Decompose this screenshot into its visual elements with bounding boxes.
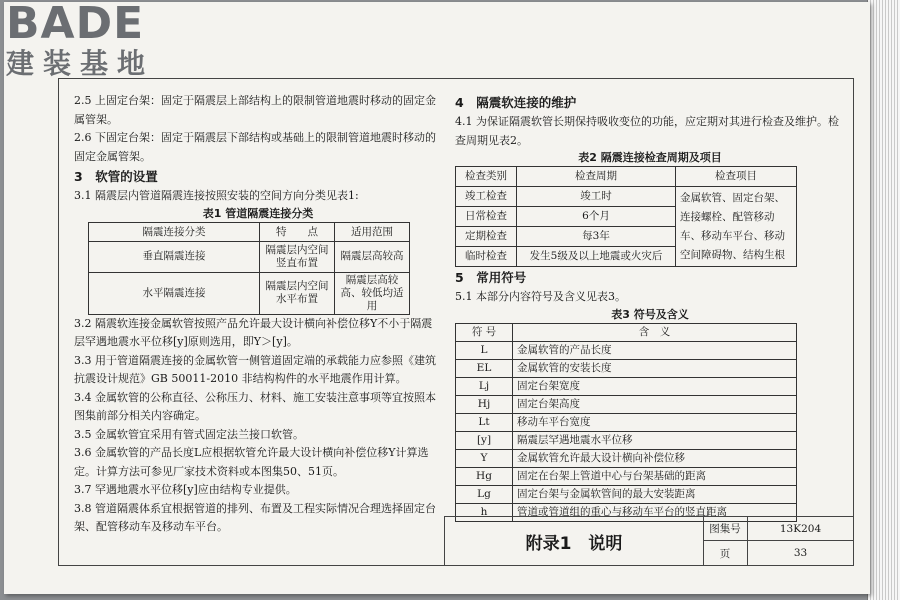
table3-header: 符 号 [456, 323, 513, 341]
symbol-cell: [y] [456, 431, 513, 449]
table1-cell: 隔震层高较高 [335, 241, 410, 272]
clause-3-5: 3.5 金属软管宜采用有管式固定法兰接口软管。 [74, 427, 304, 441]
symbol-cell: Lj [456, 377, 513, 395]
meaning-cell: 金属软管的产品长度 [513, 341, 797, 359]
clause-4-1: 4.1 为保证隔震软管长期保持吸收变位的功能，应定期对其进行检查及维护。检查周期见表2。 [455, 115, 839, 147]
page-number: 33 [793, 547, 808, 559]
table1-cell: 隔震层内空间水平布置 [260, 272, 335, 314]
table2-items: 金属软管、固定台架、连接螺栓、配管移动车、移动车平台、移动空间障碍物、结构生根 [676, 187, 797, 267]
table2-cell: 6个月 [517, 207, 676, 227]
section-5-heading: 5 常用符号 [455, 270, 527, 285]
meaning-cell: 固定在台架上管道中心与台架基础的距离 [513, 467, 797, 485]
table1-cell: 隔震层内空间竖直布置 [260, 241, 335, 272]
table-row [89, 272, 410, 314]
clause-3-3: 3.3 用于管道隔震连接的金属软管一侧管道固定端的承载能力应参照《建筑抗震设计规范》GB 50011-2010 非结构构件的水平地震作用计算。 [74, 353, 436, 385]
meaning-cell: 固定台架与金属软管间的最大安装距离 [513, 485, 797, 503]
table1-header: 特 点 [260, 222, 335, 241]
table-row [456, 485, 797, 503]
table2-title: 表2 隔震连接检查周期及项目 [578, 151, 722, 164]
watermark-logo [6, 2, 154, 80]
atlas-number: 13K204 [748, 517, 853, 541]
logo-brand: BADE [6, 0, 145, 49]
table-row [456, 359, 797, 377]
left-column [74, 92, 442, 537]
meaning-cell: 金属软管允许最大设计横向补偿位移 [513, 449, 797, 467]
table2-cell: 定期检查 [456, 227, 517, 247]
table-row [456, 467, 797, 485]
table1-header: 隔震连接分类 [89, 222, 260, 241]
symbol-cell: h [456, 503, 513, 521]
table-row [456, 431, 797, 449]
table1-title: 表1 管道隔震连接分类 [202, 206, 314, 220]
table1-cell: 水平隔震连接 [89, 272, 260, 314]
table3 [455, 323, 797, 522]
meaning-cell: 固定台架宽度 [513, 377, 797, 395]
table-row [456, 413, 797, 431]
table2-cell: 临时检查 [456, 247, 517, 267]
table2-header: 检查项目 [676, 167, 797, 187]
table-row [456, 341, 797, 359]
table1-cell: 垂直隔震连接 [89, 241, 260, 272]
table2-cell: 日常检查 [456, 207, 517, 227]
title-block [444, 516, 853, 565]
meaning-cell: 金属软管的安装长度 [513, 359, 797, 377]
clause-3-1: 3.1 隔震层内管道隔震连接按照安装的空间方向分类见表1: [74, 189, 359, 202]
clause-3-7: 3.7 罕遇地震水平位移[y]应由结构专业提供。 [74, 483, 297, 496]
symbol-cell: Y [456, 449, 513, 467]
symbol-cell: EL [456, 359, 513, 377]
symbol-cell: Hg [456, 467, 513, 485]
clause-2-5: 2.5 上固定台架：固定于隔震层上部结构上的限制管道地震时移动的固定金属管架。 [74, 94, 436, 126]
table2 [455, 166, 797, 267]
table2-cell: 发生5级及以上地震或火灾后 [517, 247, 676, 267]
section-3-heading: 3 软管的设置 [74, 169, 158, 184]
meaning-cell: 固定台架高度 [513, 395, 797, 413]
meaning-cell: 移动车平台宽度 [513, 413, 797, 431]
clause-3-8: 3.8 管道隔震体系宜根据管道的排列、布置及工程实际情况合理选择固定台架、配管移动车及移动车平台。 [74, 501, 436, 533]
clause-3-6: 3.6 金属软管的产品长度L应根据软管允许最大设计横向补偿位移Y计算选定。计算方法可参见厂家技术资料或本图集50、51页。 [74, 446, 429, 478]
clause-2-6: 2.6 下固定台架：固定于隔震层下部结构或基础上的限制管道地震时移动的固定金属管架。 [74, 131, 436, 163]
table-row [89, 241, 410, 272]
clause-3-2: 3.2 隔震软连接金属软管按照产品允许最大设计横向补偿位移Y不小于隔震层罕遇地震水平位移[y]原则选用，即Y＞[y]。 [74, 316, 433, 348]
table2-header: 检查周期 [517, 167, 676, 187]
sheet-title: 附录1 说明 [445, 517, 704, 565]
right-column [455, 92, 845, 522]
table-row [456, 187, 797, 207]
table2-cell: 竣工时 [517, 187, 676, 207]
symbol-cell: L [456, 341, 513, 359]
atlas-number-label: 图集号 [703, 517, 748, 541]
symbol-cell: Hj [456, 395, 513, 413]
table-row [456, 377, 797, 395]
meaning-cell: 管道或管道组的重心与移动车平台的竖直距离 [513, 503, 797, 521]
table2-header: 检查类别 [456, 167, 517, 187]
logo-subtitle: 建装基地 [6, 47, 155, 80]
clause-5-1: 5.1 本部分内容符号及含义见表3。 [455, 290, 626, 303]
table3-header: 含 义 [513, 323, 797, 341]
symbol-cell: Lg [456, 485, 513, 503]
table1-cell: 隔震层高较高、较低均适用 [335, 272, 410, 314]
table1-header: 适用范围 [335, 222, 410, 241]
table-row [456, 395, 797, 413]
symbol-cell: Lt [456, 413, 513, 431]
section-4-heading: 4 隔震软连接的维护 [455, 95, 577, 110]
table2-cell: 每3年 [517, 227, 676, 247]
table3-title: 表3 符号及含义 [611, 307, 689, 321]
table-row [456, 449, 797, 467]
table2-cell: 竣工检查 [456, 187, 517, 207]
table1 [88, 222, 410, 315]
clause-3-4: 3.4 金属软管的公称直径、公称压力、材料、施工安装注意事项等宜按照本图集前部分相关内容确定。 [74, 390, 436, 422]
book-page-edges [867, 0, 900, 600]
page-number-label: 页 [703, 541, 748, 565]
meaning-cell: 隔震层罕遇地震水平位移 [513, 431, 797, 449]
